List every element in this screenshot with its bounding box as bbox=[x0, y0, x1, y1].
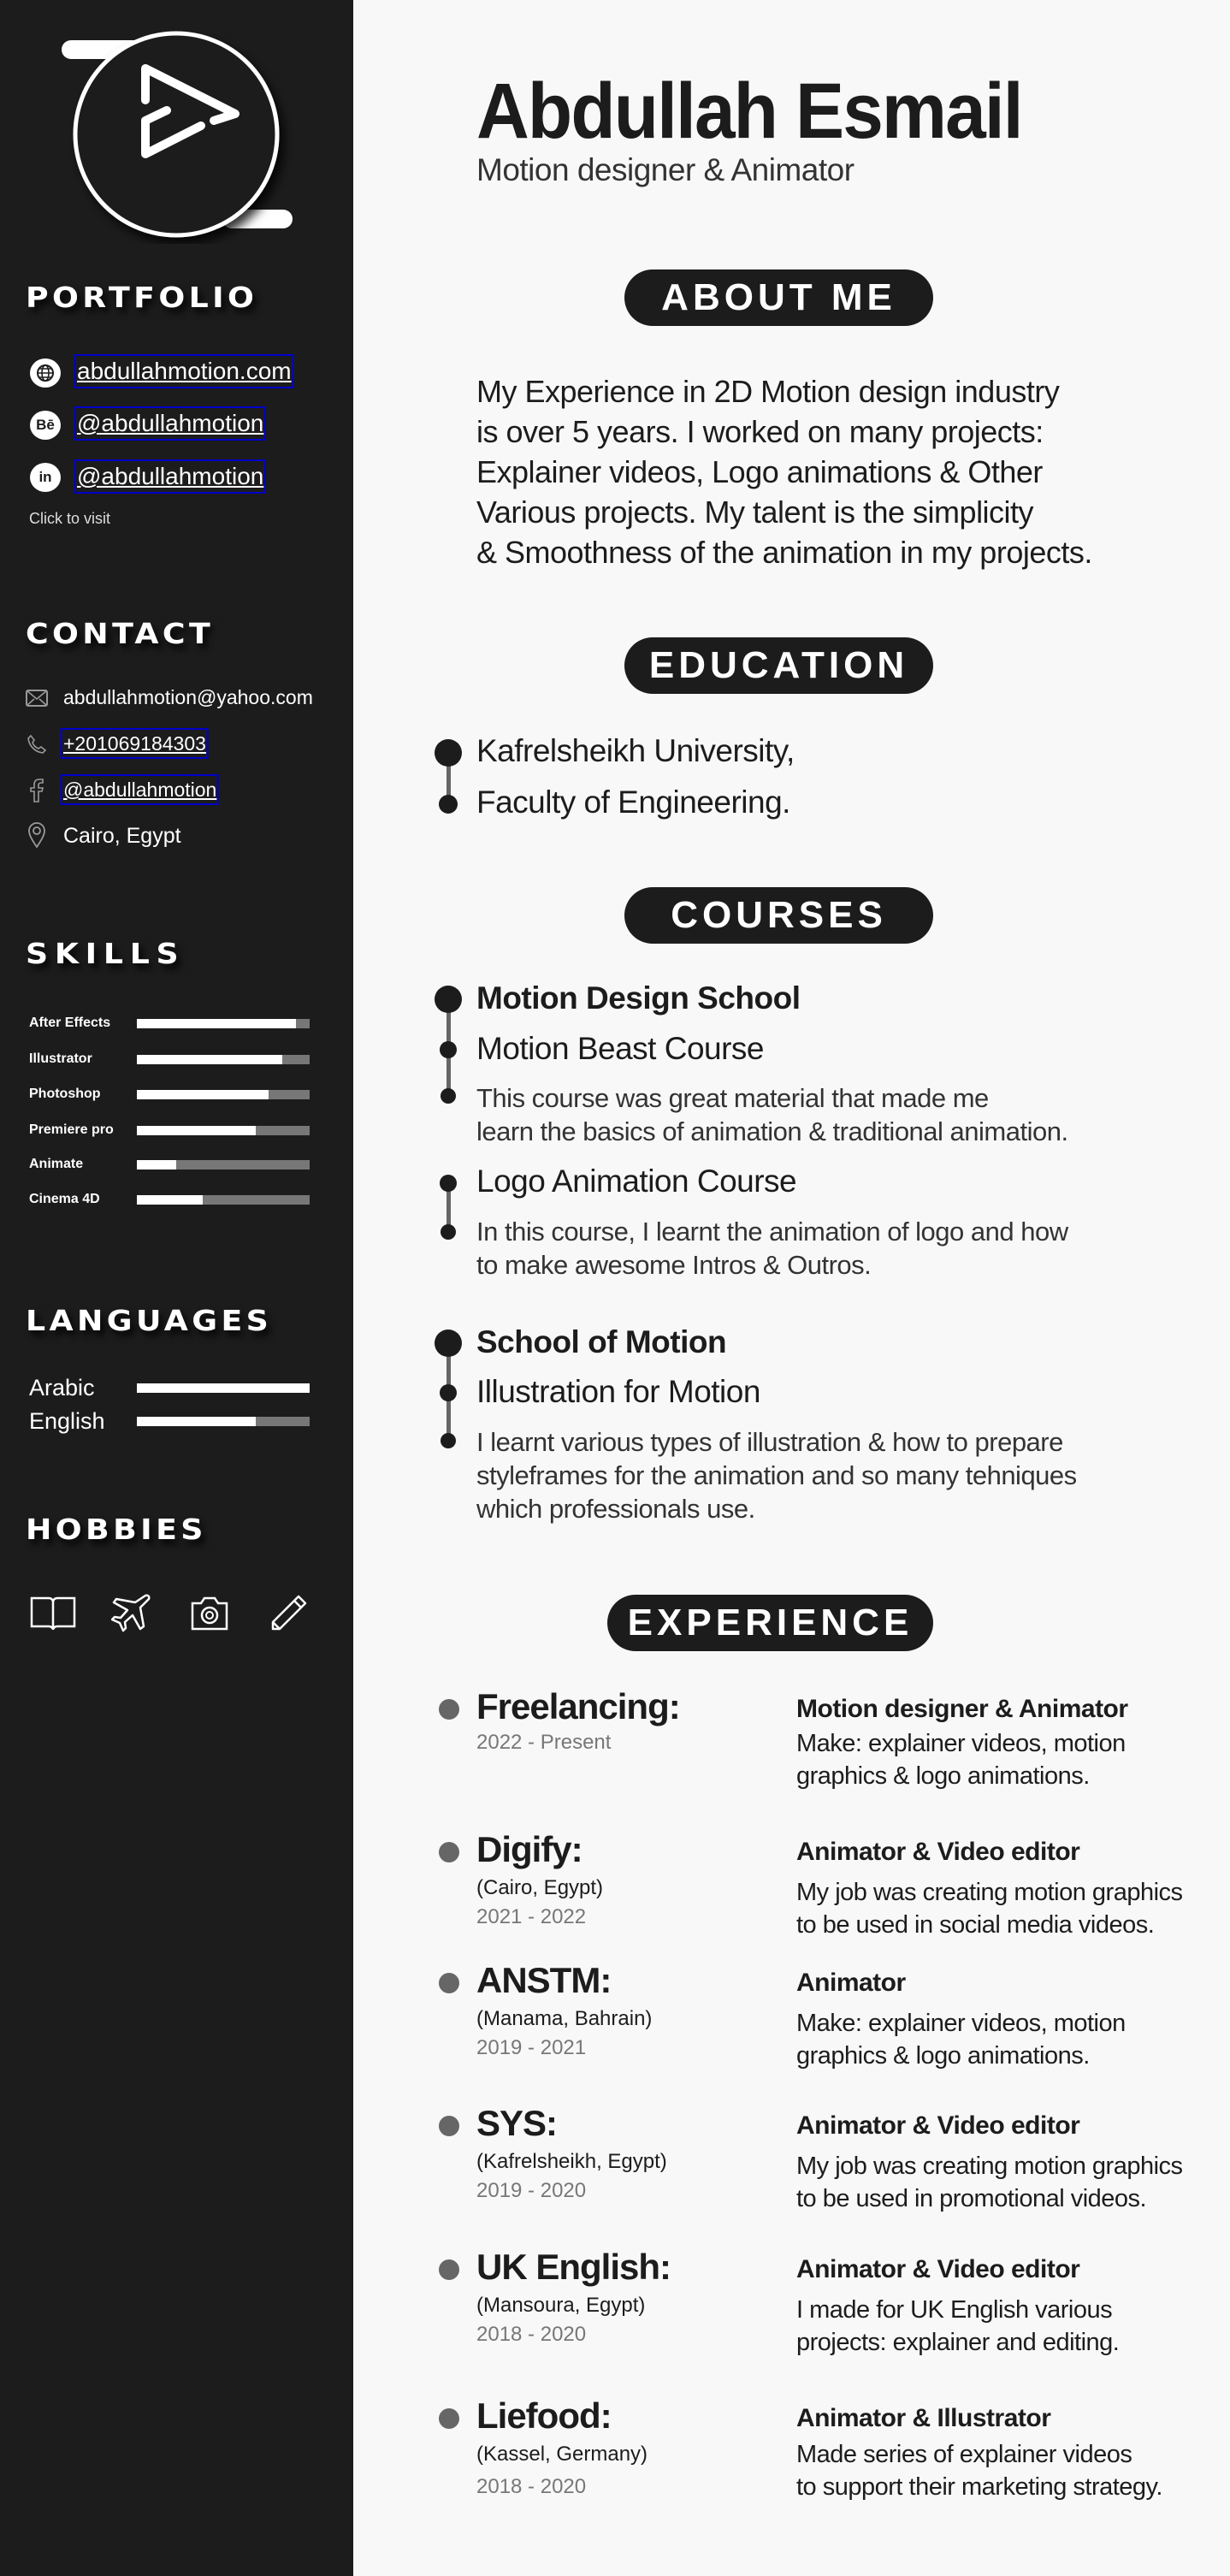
about-text bbox=[476, 371, 1092, 572]
experience-description-line: to support their marketing strategy. bbox=[796, 2473, 1162, 2501]
skill-name: Animate bbox=[29, 1157, 84, 1171]
courses-heading: COURSES bbox=[624, 887, 933, 944]
camera-icon bbox=[189, 1593, 232, 1632]
person-name: Abdullah Esmail bbox=[476, 68, 1022, 155]
website-link[interactable]: abdullahmotion.com bbox=[77, 358, 292, 384]
experience-heading: EXPERIENCE bbox=[607, 1595, 933, 1651]
experience-dates: 2018 - 2020 bbox=[476, 2323, 587, 2346]
skill-level-bar bbox=[137, 1126, 310, 1135]
experience-company: Freelancing: bbox=[476, 1686, 680, 1726]
experience-dates: 2018 - 2020 bbox=[476, 2475, 587, 2498]
facebook-link[interactable]: @abdullahmotion bbox=[63, 779, 217, 801]
facebook-icon bbox=[24, 778, 50, 803]
click-to-visit-hint: Click to visit bbox=[29, 510, 111, 527]
experience-location: (Kassel, Germany) bbox=[476, 2443, 648, 2466]
language-level-fill bbox=[137, 1383, 310, 1393]
skill-level-fill bbox=[137, 1126, 256, 1135]
experience-description-line: to be used in promotional videos. bbox=[796, 2185, 1147, 2212]
about-line: & Smoothness of the animation in my projects. bbox=[476, 535, 1092, 570]
skill-level-fill bbox=[137, 1019, 296, 1028]
book-icon bbox=[29, 1593, 72, 1632]
description-line: to make awesome Intros & Outros. bbox=[476, 1250, 872, 1280]
experience-description-line: My job was creating motion graphics bbox=[796, 1879, 1183, 1906]
skill-name: Photoshop bbox=[29, 1087, 101, 1101]
experience-company: SYS: bbox=[476, 2103, 558, 2143]
experience-description-line: projects: explainer and editing. bbox=[796, 2329, 1120, 2356]
experience-role: Animator bbox=[796, 1969, 906, 1997]
timeline-dot bbox=[439, 795, 458, 814]
experience-description-line: graphics & logo animations. bbox=[796, 1762, 1090, 1790]
location-text: Cairo, Egypt bbox=[63, 824, 181, 848]
experience-bullet bbox=[439, 2116, 459, 2136]
description-line: learn the basics of animation & traditional animation. bbox=[476, 1116, 1068, 1146]
course-school: School of Motion bbox=[476, 1324, 727, 1359]
skill-level-fill bbox=[137, 1160, 176, 1170]
experience-role: Animator & Video editor bbox=[796, 1838, 1080, 1866]
about-line: Explainer videos, Logo animations & Other bbox=[476, 454, 1043, 489]
skill-level-bar bbox=[137, 1195, 310, 1205]
skill-level-bar bbox=[137, 1160, 310, 1170]
experience-company: UK English: bbox=[476, 2247, 671, 2287]
course-title: Illustration for Motion bbox=[476, 1374, 760, 1409]
experience-company: ANSTM: bbox=[476, 1960, 612, 2000]
timeline-dot bbox=[441, 1433, 456, 1448]
skill-level-bar bbox=[137, 1090, 310, 1099]
sidebar bbox=[0, 0, 353, 2576]
skill-name: Premiere pro bbox=[29, 1122, 114, 1137]
language-name: Arabic bbox=[29, 1375, 95, 1401]
timeline-dot bbox=[435, 986, 462, 1013]
mail-icon bbox=[24, 685, 50, 711]
skill-level-fill bbox=[137, 1055, 282, 1064]
location-pin-icon bbox=[24, 822, 50, 848]
description-line: which professionals use. bbox=[476, 1494, 755, 1524]
linkedin-link[interactable]: @abdullahmotion bbox=[77, 463, 264, 489]
experience-description-line: Made series of explainer videos bbox=[796, 2441, 1132, 2468]
about-heading: ABOUT ME bbox=[624, 269, 933, 326]
course-title: Motion Beast Course bbox=[476, 1031, 765, 1066]
education-university: Kafrelsheikh University, bbox=[476, 733, 795, 768]
timeline-dot bbox=[435, 739, 462, 767]
course-school: Motion Design School bbox=[476, 980, 801, 1016]
skill-level-fill bbox=[137, 1090, 269, 1099]
skill-name: Cinema 4D bbox=[29, 1192, 100, 1206]
course-title: Logo Animation Course bbox=[476, 1164, 797, 1199]
language-level-bar bbox=[137, 1383, 310, 1393]
experience-description-line: graphics & logo animations. bbox=[796, 2042, 1090, 2070]
education-faculty: Faculty of Engineering. bbox=[476, 785, 790, 820]
timeline-dot bbox=[440, 1041, 457, 1058]
description-line: In this course, I learnt the animation of logo and how bbox=[476, 1217, 1068, 1247]
globe-icon bbox=[30, 358, 61, 388]
pencil-icon bbox=[268, 1593, 310, 1632]
experience-bullet bbox=[439, 2259, 459, 2280]
about-line: Various projects. My talent is the simplicity bbox=[476, 494, 1034, 530]
description-line: styleframes for the animation and so many tehniques bbox=[476, 1460, 1077, 1490]
linkedin-icon: in bbox=[30, 463, 61, 492]
experience-location: (Mansoura, Egypt) bbox=[476, 2294, 646, 2317]
about-line: My Experience in 2D Motion design industry bbox=[476, 374, 1060, 409]
experience-bullet bbox=[439, 1842, 459, 1862]
course-description bbox=[476, 1215, 1068, 1282]
hobbies-heading: HOBBIES bbox=[26, 1513, 207, 1546]
experience-description-line: My job was creating motion graphics bbox=[796, 2153, 1183, 2180]
experience-company: Liefood: bbox=[476, 2395, 612, 2436]
experience-role: Animator & Video editor bbox=[796, 2111, 1080, 2140]
experience-description-line: Make: explainer videos, motion bbox=[796, 1730, 1126, 1757]
timeline-dot bbox=[435, 1329, 462, 1357]
course-description bbox=[476, 1081, 1068, 1148]
experience-company: Digify: bbox=[476, 1829, 582, 1869]
experience-dates: 2019 - 2020 bbox=[476, 2179, 587, 2202]
skill-level-fill bbox=[137, 1195, 203, 1205]
phone-link[interactable]: +201069184303 bbox=[63, 732, 206, 755]
experience-dates: 2021 - 2022 bbox=[476, 1905, 587, 1928]
about-line: is over 5 years. I worked on many projects: bbox=[476, 414, 1044, 449]
education-heading: EDUCATION bbox=[624, 637, 933, 694]
description-line: I learnt various types of illustration & how to prepare bbox=[476, 1427, 1063, 1457]
contact-heading: CONTACT bbox=[26, 617, 215, 650]
experience-dates: 2019 - 2021 bbox=[476, 2036, 587, 2059]
experience-role: Animator & Video editor bbox=[796, 2255, 1080, 2283]
airplane-icon bbox=[111, 1593, 154, 1632]
skills-heading: SKILLS bbox=[26, 937, 186, 970]
experience-bullet bbox=[439, 1973, 459, 1993]
portfolio-heading: PORTFOLIO bbox=[26, 281, 258, 314]
language-name: English bbox=[29, 1408, 105, 1434]
languages-heading: LANGUAGES bbox=[26, 1304, 273, 1337]
language-level-bar bbox=[137, 1417, 310, 1426]
timeline-dot bbox=[440, 1175, 457, 1192]
language-level-fill bbox=[137, 1417, 256, 1426]
experience-bullet bbox=[439, 2408, 459, 2429]
experience-description-line: to be used in social media videos. bbox=[796, 1911, 1155, 1939]
experience-location: (Kafrelsheikh, Egypt) bbox=[476, 2150, 667, 2173]
timeline-dot bbox=[441, 1088, 456, 1104]
behance-icon: Bē bbox=[30, 411, 61, 440]
experience-dates: 2022 - Present bbox=[476, 1731, 612, 1754]
experience-location: (Cairo, Egypt) bbox=[476, 1876, 604, 1899]
timeline-dot bbox=[440, 1384, 457, 1401]
job-title: Motion designer & Animator bbox=[476, 152, 854, 187]
skill-level-bar bbox=[137, 1055, 310, 1064]
experience-bullet bbox=[439, 1699, 459, 1720]
skill-level-bar bbox=[137, 1019, 310, 1028]
email-text: abdullahmotion@yahoo.com bbox=[63, 686, 313, 708]
timeline-dot bbox=[441, 1224, 456, 1240]
course-description bbox=[476, 1425, 1077, 1525]
experience-role: Motion designer & Animator bbox=[796, 1695, 1128, 1723]
experience-location: (Manama, Bahrain) bbox=[476, 2007, 653, 2030]
phone-icon bbox=[24, 731, 50, 757]
description-line: This course was great material that made me bbox=[476, 1083, 989, 1113]
experience-description-line: I made for UK English various bbox=[796, 2296, 1113, 2324]
logo bbox=[51, 30, 308, 244]
experience-description-line: Make: explainer videos, motion bbox=[796, 2010, 1126, 2037]
behance-link[interactable]: @abdullahmotion bbox=[77, 410, 264, 436]
skill-name: After Effects bbox=[29, 1016, 111, 1030]
experience-role: Animator & Illustrator bbox=[796, 2404, 1051, 2432]
skill-name: Illustrator bbox=[29, 1051, 92, 1066]
